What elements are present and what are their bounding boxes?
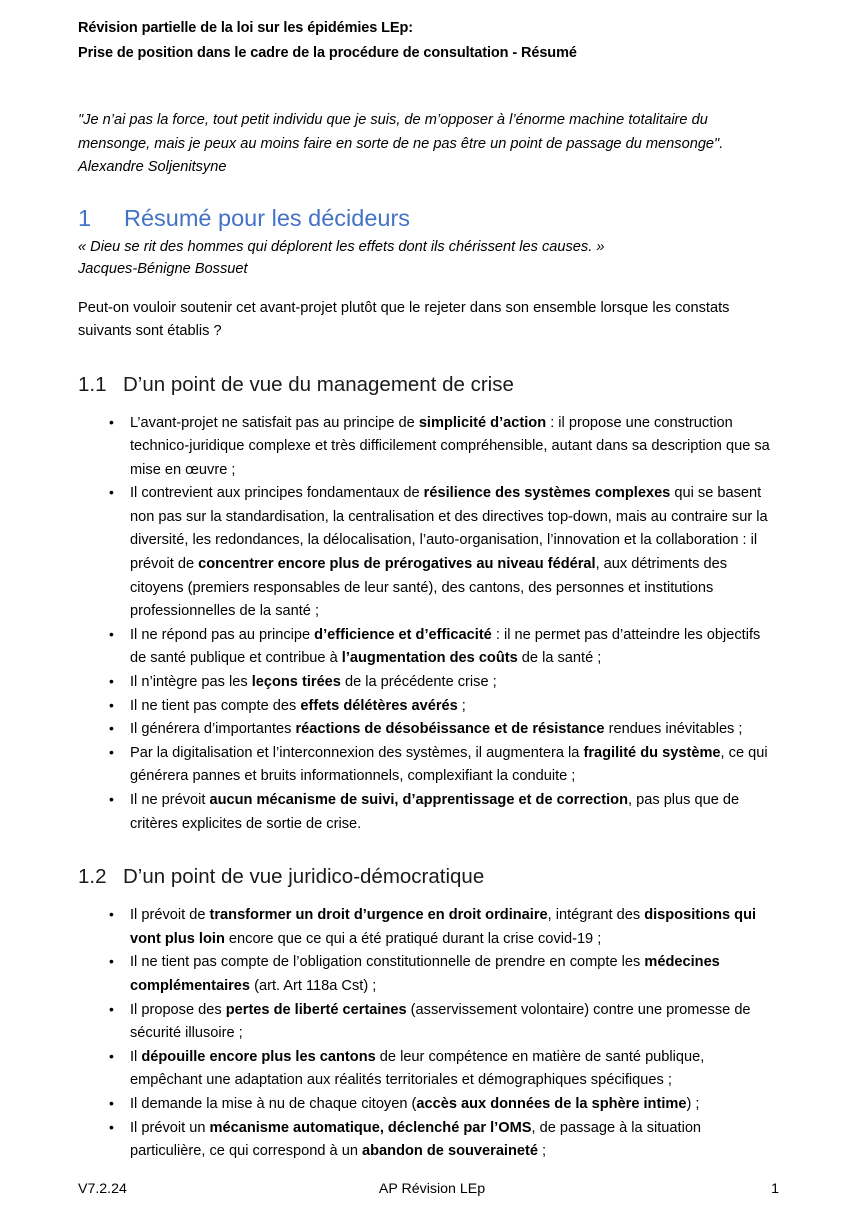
emphasis-text: effets délétères avérés: [300, 697, 458, 714]
body-text: Il générera d’importantes: [130, 721, 296, 738]
emphasis-text: abandon de souveraineté: [362, 1143, 538, 1160]
list-item: [78, 1046, 780, 1093]
body-text: Il n’intègre pas les: [130, 674, 252, 691]
footer-version: V7.2.24: [78, 1181, 127, 1197]
list-item: [78, 718, 780, 742]
body-text: Il ne tient pas compte de l’obligation constitutionnelle de prendre en compte les: [130, 954, 645, 971]
body-text: : il propose une construction technico-juridique complexe et très difficilement compréhensible, autant dans sa description que sa mise en œuvre ;: [130, 414, 770, 478]
emphasis-text: l’augmentation des coûts: [341, 650, 518, 667]
body-text: Par la digitalisation et l’interconnexion des systèmes, il augmentera la: [130, 744, 584, 761]
body-text: , intégrant des: [547, 907, 645, 924]
body-text: , aux détriments des citoyens (premiers responsables de leur santé), des cantons, des personnes et institutions professionnelles de la santé ;: [130, 556, 727, 620]
body-text: de la santé ;: [517, 650, 602, 667]
body-text: , pas plus que de critères explicites de sortie de crise.: [130, 792, 740, 832]
emphasis-text: pertes de liberté certaines: [225, 1001, 407, 1018]
body-text: Il ne répond pas au principe: [130, 626, 315, 643]
emphasis-text: transformer un droit d’urgence en droit ordinaire: [209, 907, 548, 924]
section-1-intro-paragraph: Peut-on vouloir soutenir cet avant-projet plutôt que le rejeter dans son ensemble lorsque les constats suivants sont établis ?: [78, 299, 730, 339]
list-item: [78, 951, 780, 998]
body-text: Il demande la mise à nu de chaque citoyen (: [130, 1095, 417, 1112]
list-item: [78, 1117, 780, 1164]
body-text: qui se basent non pas sur la standardisation, la centralisation et des directives top-down, mais au contraire sur la diversité, les redondances, la délocalisation, l’auto-organisation, l’innovation et la collaboration : il prévoit de: [130, 485, 768, 573]
emphasis-text: concentrer encore plus de prérogatives au niveau fédéral: [198, 556, 596, 573]
footer-center-title: AP Révision LEp: [378, 1181, 486, 1197]
emphasis-text: dépouille encore plus les cantons: [141, 1048, 376, 1065]
list-item: [78, 695, 780, 719]
list-item: [78, 412, 780, 483]
body-text: Il contrevient aux principes fondamentaux de: [130, 485, 424, 502]
section-1-quote: « Dieu se rit des hommes qui déplorent les effets dont ils chérissent les causes. »: [78, 238, 605, 255]
list-item: [78, 1093, 780, 1117]
document-title-line-2: Prise de position dans le cadre de la procédure de consultation - Résumé: [78, 45, 577, 61]
document-title-line-1: Révision partielle de la loi sur les épidémies LEp:: [78, 20, 413, 36]
body-text: , ce qui générera pannes et bruits informationnels, complexifiant la conduite ;: [130, 744, 768, 785]
section-1-2-bullet-list: [78, 904, 780, 1164]
heading-1-2-juridico-democratique: [78, 864, 780, 890]
body-text: Il: [130, 1048, 142, 1065]
body-text: Il ne prévoit: [130, 792, 210, 808]
epigraph-block: [78, 109, 780, 180]
heading-1-number: 1: [78, 204, 92, 231]
body-text: rendues inévitables ;: [604, 721, 743, 738]
body-text: Il prévoit de: [130, 907, 210, 924]
list-item: [78, 789, 780, 836]
list-item: [78, 624, 780, 671]
body-text: ;: [457, 697, 466, 714]
document-content: [78, 0, 780, 1164]
body-text: (asservissement volontaire) contre une promesse de sécurité illusoire ;: [130, 1001, 751, 1042]
body-text: Il ne tient pas compte des: [130, 697, 301, 714]
body-text: encore que ce qui a été pratiqué durant la crise covid-19 ;: [224, 930, 602, 947]
document-title-block: [78, 0, 780, 66]
list-item: [78, 671, 780, 695]
heading-1-2-title: D’un point de vue juridico-démocratique: [123, 865, 485, 889]
heading-1-1-management-de-crise: [78, 372, 780, 398]
emphasis-text: aucun mécanisme de suivi, d’apprentissage et de correction: [209, 792, 628, 808]
emphasis-text: leçons tirées: [251, 674, 341, 691]
page-footer: [78, 1181, 779, 1197]
body-text: ;: [538, 1143, 547, 1160]
footer-page-number: 1: [771, 1181, 779, 1197]
list-item: [78, 904, 780, 951]
list-item: [78, 482, 780, 624]
emphasis-text: dispositions qui vont plus loin: [130, 907, 757, 947]
body-text: de la précédente crise ;: [340, 674, 497, 691]
body-text: Il prévoit un: [130, 1119, 210, 1136]
heading-1-title: Résumé pour les décideurs: [124, 204, 411, 231]
body-text: (art. Art 118a Cst) ;: [250, 977, 377, 994]
body-text: L’avant-projet ne satisfait pas au principe de: [130, 414, 419, 431]
epigraph-author: Alexandre Soljenitsyne: [78, 159, 227, 175]
list-item: [78, 742, 780, 789]
emphasis-text: réactions de désobéissance et de résistance: [295, 721, 605, 738]
heading-1-2-number: 1.2: [78, 865, 107, 889]
epigraph-quote: "Je n’ai pas la force, tout petit individu que je suis, de m’opposer à l’énorme machine totalitaire du mensonge, mais je peux au moins faire en sorte de ne pas être un point de passage du mensonge".: [78, 112, 724, 152]
section-1-1-bullet-list: [78, 412, 780, 837]
body-text: , de passage à la situation particulière, ce qui correspond à un: [130, 1119, 702, 1160]
emphasis-text: d’efficience et d’efficacité: [314, 626, 492, 643]
heading-1-1-number: 1.1: [78, 372, 107, 396]
emphasis-text: mécanisme automatique, déclenché par l’OMS: [209, 1119, 532, 1136]
emphasis-text: fragilité du système: [583, 744, 721, 761]
list-item: [78, 999, 780, 1046]
emphasis-text: accès aux données de la sphère intime: [416, 1095, 687, 1112]
section-1-quote-author: Jacques-Bénigne Bossuet: [78, 261, 248, 277]
body-text: Il propose des: [130, 1001, 226, 1018]
heading-1-1-title: D’un point de vue du management de crise: [123, 372, 514, 396]
emphasis-text: simplicité d’action: [418, 414, 547, 431]
body-text: ) ;: [686, 1095, 700, 1112]
emphasis-text: médecines complémentaires: [130, 954, 720, 994]
heading-1-resume-pour-les-decideurs: [78, 204, 780, 233]
emphasis-text: résilience des systèmes complexes: [423, 485, 671, 502]
body-text: de leur compétence en matière de santé publique, empêchant une adaptation aux réalités territoriales et démographiques spécifiques ;: [130, 1048, 705, 1089]
section-1-quote-block: [78, 236, 780, 281]
body-text: : il ne permet pas d’atteindre les objectifs de santé publique et contribue à: [130, 626, 761, 667]
